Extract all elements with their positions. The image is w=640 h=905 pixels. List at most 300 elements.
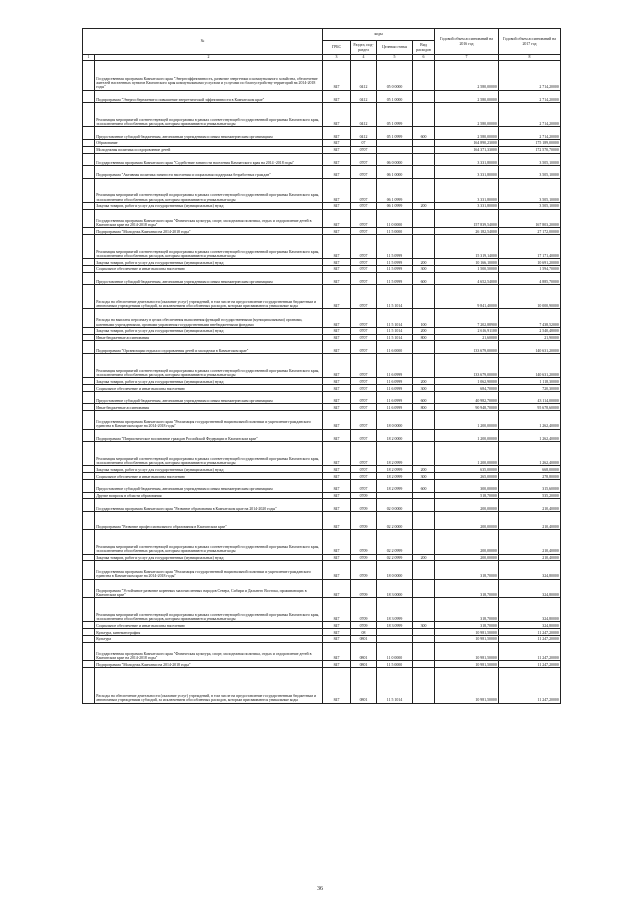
row-number	[83, 492, 95, 499]
row-number	[83, 178, 95, 202]
row-csr: 11 5 0000	[377, 661, 413, 668]
table-row	[83, 60, 561, 90]
table-row	[83, 480, 561, 493]
row-vr: 200	[413, 466, 435, 473]
row-grbs: 847	[323, 341, 351, 354]
table-row	[83, 473, 561, 480]
row-razdel: 0707	[351, 327, 377, 334]
row-name: Иные бюджетные ассигнования	[95, 404, 323, 411]
row-razdel: 0707	[351, 391, 377, 404]
table-row	[83, 327, 561, 334]
row-amount-2017: 95 678,60000	[499, 404, 561, 411]
row-amount-2017: 324,80000	[499, 561, 561, 579]
row-name: Подпрограмма "Патриотическое воспитание граждан Российской Федерации в Камчатском крае"	[95, 429, 323, 442]
row-amount-2016: 318,70000	[435, 622, 499, 629]
row-vr	[413, 667, 435, 703]
row-number	[83, 466, 95, 473]
row-vr: 200	[413, 554, 435, 561]
row-razdel: 0709	[351, 579, 377, 597]
row-razdel: 0707	[351, 411, 377, 429]
row-amount-2017: 210,40000	[499, 554, 561, 561]
table-row	[83, 378, 561, 385]
row-grbs: 847	[323, 234, 351, 258]
table-row	[83, 354, 561, 378]
row-amount-2017: 27 172,00000	[499, 228, 561, 235]
row-amount-2017: 140 631,20000	[499, 354, 561, 378]
row-grbs: 847	[323, 391, 351, 404]
row-csr: 05 1 0999	[377, 103, 413, 127]
row-name: Социальное обеспечение и иные выплаты населению	[95, 265, 323, 272]
row-razdel: 0707	[351, 228, 377, 235]
row-amount-2016: 3 331,80000	[435, 166, 499, 179]
row-vr	[413, 642, 435, 660]
row-grbs: 847	[323, 492, 351, 499]
row-number	[83, 404, 95, 411]
row-amount-2017: 324,80000	[499, 622, 561, 629]
row-grbs: 847	[323, 354, 351, 378]
row-csr: 11 6 0999	[377, 391, 413, 404]
row-csr: 18 3 0000	[377, 579, 413, 597]
row-csr: 11 5 0999	[377, 272, 413, 285]
row-number	[83, 285, 95, 309]
row-grbs: 847	[323, 334, 351, 341]
row-vr	[413, 635, 435, 642]
row-grbs: 847	[323, 385, 351, 392]
colnum: 4	[351, 55, 377, 61]
row-vr	[413, 146, 435, 153]
table-row	[83, 598, 561, 622]
row-razdel: 0707	[351, 202, 377, 209]
row-vr: 600	[413, 480, 435, 493]
table-row	[83, 202, 561, 209]
row-grbs: 847	[323, 473, 351, 480]
row-razdel: 0707	[351, 466, 377, 473]
row-amount-2017: 17 171,40000	[499, 234, 561, 258]
row-grbs: 847	[323, 178, 351, 202]
header-grbs: ГРБС	[323, 41, 351, 55]
row-csr	[377, 139, 413, 146]
row-number	[83, 530, 95, 554]
row-razdel: 0709	[351, 598, 377, 622]
header-2016: Годовой объем ассигнований на 2016 год	[435, 29, 499, 55]
row-csr: 11 0 0000	[377, 209, 413, 227]
row-grbs: 847	[323, 146, 351, 153]
row-number	[83, 234, 95, 258]
row-razdel: 0707	[351, 285, 377, 309]
row-amount-2017: 10 691,20000	[499, 259, 561, 266]
row-csr: 11 6 0999	[377, 378, 413, 385]
row-razdel: 0707	[351, 480, 377, 493]
row-razdel: 07	[351, 139, 377, 146]
row-grbs: 847	[323, 466, 351, 473]
row-csr: 18 2 0000	[377, 429, 413, 442]
row-grbs: 847	[323, 554, 351, 561]
row-csr: 06 1 0999	[377, 178, 413, 202]
table-row	[83, 667, 561, 703]
table-row	[83, 103, 561, 127]
row-amount-2016: 133 679,00000	[435, 354, 499, 378]
row-amount-2016: 684,70000	[435, 385, 499, 392]
row-number	[83, 139, 95, 146]
row-amount-2017: 2 540,48000	[499, 327, 561, 334]
row-grbs: 847	[323, 499, 351, 512]
row-csr: 18 2 0999	[377, 442, 413, 466]
row-razdel: 0707	[351, 378, 377, 385]
row-number	[83, 228, 95, 235]
row-name: Государственная программа Камчатского края "Развитие образования в Камчатском крае на 2014-2020 годы"	[95, 499, 323, 512]
row-vr	[413, 429, 435, 442]
row-vr: 300	[413, 473, 435, 480]
colnum: 8	[499, 55, 561, 61]
row-csr: 02 2 0000	[377, 511, 413, 529]
row-razdel: 0801	[351, 635, 377, 642]
row-razdel: 0707	[351, 385, 377, 392]
row-amount-2016: 7 202,88900	[435, 309, 499, 327]
table-row	[83, 272, 561, 285]
row-amount-2017: 43 114,00000	[499, 391, 561, 404]
row-amount-2016: 518,70000	[435, 492, 499, 499]
row-csr: 11 5 1014	[377, 327, 413, 334]
row-grbs: 847	[323, 90, 351, 103]
row-amount-2017: 535,20000	[499, 492, 561, 499]
row-razdel: 0707	[351, 354, 377, 378]
row-amount-2017: 315,60000	[499, 480, 561, 493]
table-row	[83, 90, 561, 103]
row-grbs: 847	[323, 579, 351, 597]
row-razdel: 0707	[351, 404, 377, 411]
row-razdel: 0709	[351, 492, 377, 499]
row-razdel: 0709	[351, 499, 377, 512]
row-amount-2017: 278,80000	[499, 473, 561, 480]
row-grbs: 847	[323, 327, 351, 334]
row-number	[83, 661, 95, 668]
row-csr: 18 2 0999	[377, 480, 413, 493]
row-number	[83, 629, 95, 636]
row-name: Закупка товаров, работ и услуг для государственных (муниципальных) нужд	[95, 327, 323, 334]
table-row	[83, 429, 561, 442]
row-amount-2016: 200,00000	[435, 554, 499, 561]
row-razdel: 0709	[351, 511, 377, 529]
row-csr: 11 5 0999	[377, 259, 413, 266]
row-vr	[413, 209, 435, 227]
row-vr	[413, 492, 435, 499]
row-grbs: 847	[323, 667, 351, 703]
row-vr	[413, 561, 435, 579]
table-row	[83, 139, 561, 146]
table-row	[83, 285, 561, 309]
row-amount-2016: 300,00000	[435, 480, 499, 493]
row-csr: 11 5 0999	[377, 265, 413, 272]
row-csr: 05 1 0000	[377, 90, 413, 103]
row-razdel: 0707	[351, 429, 377, 442]
row-number	[83, 334, 95, 341]
row-amount-2016: 2 616,91100	[435, 327, 499, 334]
table-row	[83, 259, 561, 266]
row-vr	[413, 579, 435, 597]
row-name: Реализация мероприятий соответствующей подпрограммы в рамках соответствующей государственной программы Камчатского края, за исключением обособленных расходов, которым присваиваются уникальные коды	[95, 442, 323, 466]
row-razdel: 0707	[351, 272, 377, 285]
table-row	[83, 385, 561, 392]
row-amount-2016: 318,70000	[435, 598, 499, 622]
table-row	[83, 265, 561, 272]
row-amount-2017: 7 438,52000	[499, 309, 561, 327]
row-amount-2016: 265,00000	[435, 473, 499, 480]
row-name: Подпрограмма "Молодежь Камчатки на 2014-2018 годы"	[95, 228, 323, 235]
table-row	[83, 530, 561, 554]
row-number	[83, 265, 95, 272]
row-amount-2017: 21,90000	[499, 334, 561, 341]
row-csr	[377, 492, 413, 499]
row-name: Государственная программа Камчатского края "Энергоэффективность, развитие энергетики и коммунального хозяйства, обеспечение жителей населенных пунктов Камчатского края коммунальными услугами и услугами по благоустройству территорий на 2014-2018 годы"	[95, 60, 323, 90]
row-csr: 11 6 0999	[377, 354, 413, 378]
row-amount-2017: 324,80000	[499, 579, 561, 597]
row-razdel: 0801	[351, 667, 377, 703]
row-amount-2016: 4 652,54000	[435, 272, 499, 285]
row-name: Подпрограмма "Молодежь Камчатки на 2014-2018 годы"	[95, 661, 323, 668]
row-name: Закупка товаров, работ и услуг для государственных (муниципальных) нужд	[95, 554, 323, 561]
row-csr: 11 5 1014	[377, 285, 413, 309]
table-row	[83, 511, 561, 529]
row-vr: 200	[413, 259, 435, 266]
row-amount-2017: 1 262,40000	[499, 442, 561, 466]
row-number	[83, 146, 95, 153]
table-row	[83, 661, 561, 668]
row-amount-2017: 3 505,10000	[499, 202, 561, 209]
row-vr	[413, 442, 435, 466]
table-row	[83, 127, 561, 140]
row-amount-2016: 1 062,90000	[435, 378, 499, 385]
row-amount-2016: 26 182,54000	[435, 228, 499, 235]
row-amount-2017: 11 247,20000	[499, 642, 561, 660]
row-csr	[377, 146, 413, 153]
row-grbs: 847	[323, 272, 351, 285]
row-vr: 200	[413, 378, 435, 385]
row-vr: 100	[413, 309, 435, 327]
row-name: Государственная программа Камчатского края "Реализация государственной национальной политики и укрепление гражданского единства в Камчатском крае на 2014-2018 годы"	[95, 561, 323, 579]
row-vr	[413, 411, 435, 429]
row-razdel: 0709	[351, 554, 377, 561]
row-csr: 18 0 0000	[377, 561, 413, 579]
row-number	[83, 354, 95, 378]
row-amount-2017: 11 247,20000	[499, 661, 561, 668]
header-csr: Целевая статья	[377, 41, 413, 55]
row-vr	[413, 354, 435, 378]
row-grbs: 847	[323, 404, 351, 411]
colnum: 1	[83, 55, 95, 61]
row-razdel: 0412	[351, 90, 377, 103]
row-csr: 06 1 0000	[377, 166, 413, 179]
table-row	[83, 499, 561, 512]
row-vr	[413, 166, 435, 179]
table-row	[83, 391, 561, 404]
table-row	[83, 642, 561, 660]
row-csr: 11 6 0000	[377, 341, 413, 354]
document-page	[82, 28, 560, 704]
row-name: Подпрограмма "Устойчивое развитие коренных малочисленных народов Севера, Сибири и Дальнего Востока, проживающих в Камчатском крае"	[95, 579, 323, 597]
row-amount-2016: 15 319,14000	[435, 234, 499, 258]
colnum: 3	[323, 55, 351, 61]
row-number	[83, 511, 95, 529]
row-grbs: 847	[323, 511, 351, 529]
row-razdel: 0707	[351, 166, 377, 179]
row-amount-2016: 2 580,00000	[435, 60, 499, 90]
row-amount-2017: 2 714,20000	[499, 90, 561, 103]
table-row	[83, 404, 561, 411]
row-razdel: 0707	[351, 442, 377, 466]
row-razdel: 0412	[351, 60, 377, 90]
row-csr: 06 0 0000	[377, 153, 413, 166]
row-amount-2016: 200,00000	[435, 530, 499, 554]
table-row	[83, 629, 561, 636]
row-razdel: 0709	[351, 561, 377, 579]
colnum: 7	[435, 55, 499, 61]
row-amount-2017: 2 714,20000	[499, 127, 561, 140]
row-csr: 18 2 0999	[377, 473, 413, 480]
row-number	[83, 385, 95, 392]
row-razdel: 0412	[351, 103, 377, 127]
row-amount-2017: 11 247,20000	[499, 635, 561, 642]
row-csr: 18 3 0999	[377, 622, 413, 629]
row-name: Закупка товаров, работ и услуг для государственных (муниципальных) нужд	[95, 202, 323, 209]
header-vr: Вид расходов	[413, 41, 435, 55]
row-vr	[413, 341, 435, 354]
table-row	[83, 622, 561, 629]
row-amount-2017: 1 262,40000	[499, 429, 561, 442]
row-vr	[413, 60, 435, 90]
row-vr	[413, 103, 435, 127]
row-razdel: 0707	[351, 341, 377, 354]
row-amount-2017: 210,40000	[499, 511, 561, 529]
row-razdel: 0709	[351, 622, 377, 629]
table-row	[83, 442, 561, 466]
row-amount-2016: 10 981,50000	[435, 642, 499, 660]
row-csr: 11 6 0999	[377, 404, 413, 411]
row-name: Реализация мероприятий соответствующей подпрограммы в рамках соответствующей государственной программы Камчатского края, за исключением обособленных расходов, которым присваиваются уникальные коды	[95, 234, 323, 258]
row-vr	[413, 511, 435, 529]
row-vr: 200	[413, 202, 435, 209]
row-grbs: 847	[323, 378, 351, 385]
row-grbs: 847	[323, 202, 351, 209]
row-number	[83, 598, 95, 622]
row-name: Социальное обеспечение и иные выплаты населению	[95, 473, 323, 480]
row-number	[83, 202, 95, 209]
row-amount-2016: 1 200,00000	[435, 429, 499, 442]
row-amount-2016: 200,00000	[435, 511, 499, 529]
row-csr: 11 5 1014	[377, 334, 413, 341]
row-amount-2017: 720,30000	[499, 385, 561, 392]
row-grbs: 847	[323, 209, 351, 227]
row-csr	[377, 629, 413, 636]
row-amount-2017: 668,00000	[499, 466, 561, 473]
row-amount-2017: 3 505,10000	[499, 178, 561, 202]
row-amount-2016: 9 841,40000	[435, 285, 499, 309]
row-grbs: 847	[323, 442, 351, 466]
row-razdel: 0707	[351, 153, 377, 166]
row-vr	[413, 629, 435, 636]
row-csr: 02 2 0999	[377, 554, 413, 561]
row-number	[83, 561, 95, 579]
row-grbs: 847	[323, 530, 351, 554]
colnum: 6	[413, 55, 435, 61]
row-number	[83, 391, 95, 404]
row-csr: 02 0 0000	[377, 499, 413, 512]
row-name: Реализация мероприятий соответствующей подпрограммы в рамках соответствующей государственной программы Камчатского края, за исключением обособленных расходов, которым присваиваются уникальные коды	[95, 530, 323, 554]
table-row	[83, 411, 561, 429]
row-razdel: 0412	[351, 127, 377, 140]
row-vr	[413, 499, 435, 512]
row-name: Другие вопросы в области образования	[95, 492, 323, 499]
row-number	[83, 378, 95, 385]
row-csr: 06 1 0999	[377, 202, 413, 209]
row-razdel: 08	[351, 629, 377, 636]
row-amount-2016: 21,60000	[435, 334, 499, 341]
row-amount-2017: 175 189,00000	[499, 139, 561, 146]
row-csr: 11 5 1014	[377, 309, 413, 327]
row-number	[83, 153, 95, 166]
row-vr: 300	[413, 385, 435, 392]
table-row	[83, 228, 561, 235]
row-name: Подпрограмма "Организация отдыха и оздоровления детей и молодежи в Камчатском крае"	[95, 341, 323, 354]
row-vr: 200	[413, 327, 435, 334]
row-grbs: 847	[323, 622, 351, 629]
row-number	[83, 480, 95, 493]
row-number	[83, 259, 95, 266]
row-amount-2017: 2 714,20000	[499, 60, 561, 90]
row-number	[83, 90, 95, 103]
row-amount-2017: 1 118,30000	[499, 378, 561, 385]
row-amount-2016: 164 371,33000	[435, 146, 499, 153]
row-amount-2017: 10 000,90000	[499, 285, 561, 309]
row-vr: 800	[413, 334, 435, 341]
row-vr	[413, 234, 435, 258]
row-razdel: 0707	[351, 146, 377, 153]
row-csr: 11 5 1014	[377, 667, 413, 703]
row-csr: 18 0 0000	[377, 411, 413, 429]
row-grbs: 847	[323, 635, 351, 642]
row-csr: 02 2 0999	[377, 530, 413, 554]
row-vr	[413, 228, 435, 235]
row-amount-2016: 10 981,50000	[435, 661, 499, 668]
table-row	[83, 209, 561, 227]
row-name: Реализация мероприятий соответствующей подпрограммы в рамках соответствующей государственной программы Камчатского края, за исключением обособленных расходов, которым присваиваются уникальные коды	[95, 354, 323, 378]
row-vr	[413, 178, 435, 202]
row-vr: 300	[413, 265, 435, 272]
row-csr: 18 3 0999	[377, 598, 413, 622]
row-grbs: 847	[323, 411, 351, 429]
row-amount-2016: 3 331,80000	[435, 178, 499, 202]
row-grbs: 847	[323, 309, 351, 327]
row-amount-2016: 2 580,00000	[435, 127, 499, 140]
row-amount-2016: 1 200,00000	[435, 411, 499, 429]
row-name: Расходы на обеспечение деятельности (оказание услуг) учреждений, в том числе на предоставление государственным бюджетным и автономным учреждениям субсидий, за исключением обособленных расходов, которым присваиваются уникальные коды	[95, 285, 323, 309]
row-vr	[413, 661, 435, 668]
row-grbs: 847	[323, 285, 351, 309]
row-amount-2017: 140 631,20000	[499, 341, 561, 354]
row-vr	[413, 139, 435, 146]
row-name: Социальное обеспечение и иные выплаты населению	[95, 385, 323, 392]
row-number	[83, 341, 95, 354]
row-name: Подпрограмма "Энергосбережение и повышение энергетической эффективности в Камчатском крае"	[95, 90, 323, 103]
row-vr: 300	[413, 622, 435, 629]
colnum: 5	[377, 55, 413, 61]
row-csr: 11 6 0999	[377, 385, 413, 392]
row-csr: 05 1 0999	[377, 127, 413, 140]
row-amount-2016: 10 981,50000	[435, 667, 499, 703]
row-amount-2017: 210,40000	[499, 499, 561, 512]
row-grbs: 847	[323, 661, 351, 668]
row-name: Предоставление субсидий бюджетным, автономным учреждениям и иным некоммерческим организациям	[95, 272, 323, 285]
row-amount-2016: 3 331,80000	[435, 153, 499, 166]
